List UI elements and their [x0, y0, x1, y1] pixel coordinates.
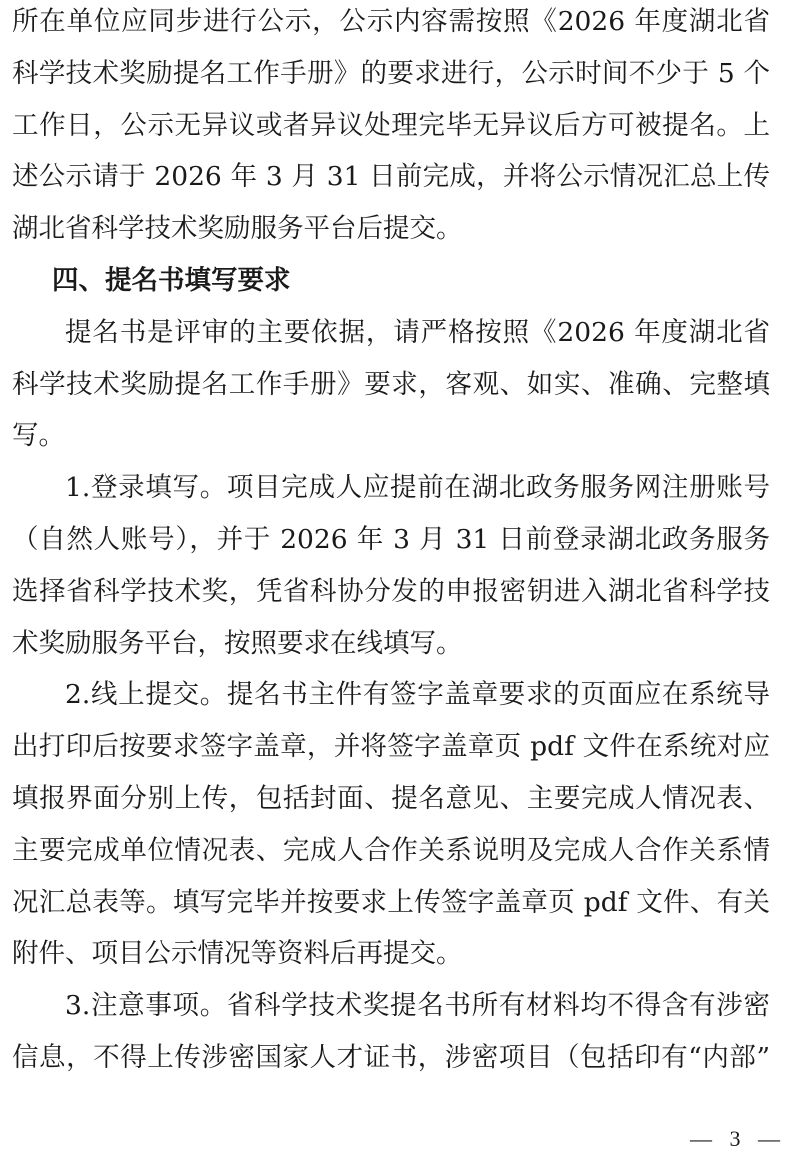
paragraph-line: 2.线上提交。提名书主件有签字盖章要求的页面应在系统导: [65, 679, 770, 711]
paragraph-line: 科学技术奖励提名工作手册》的要求进行，公示时间不少于 5 个: [12, 57, 770, 89]
paragraph-line: 工作日，公示无异议或者异议处理完毕无异议后方可被提名。上: [12, 109, 770, 141]
paragraph-line: 选择省科学技术奖，凭省科协分发的申报密钥进入湖北省科学技: [12, 575, 770, 607]
paragraph-line: 填报界面分别上传，包括封面、提名意见、主要完成人情况表、: [12, 782, 770, 814]
paragraph-line: 提名书是评审的主要依据，请严格按照《2026 年度湖北省: [65, 316, 770, 348]
paragraph-line: （自然人账号），并于 2026 年 3 月 31 日前登录湖北政务服务: [12, 523, 770, 555]
paragraph-line: 术奖励服务平台，按照要求在线填写。: [12, 627, 463, 659]
document-body: [12, 0, 770, 1084]
paragraph-line: 信息，不得上传涉密国家人才证书，涉密项目（包括印有“内部”: [12, 1041, 770, 1073]
paragraph-line: 写。: [12, 420, 65, 452]
paragraph-line: 况汇总表等。填写完毕并按要求上传签字盖章页 pdf 文件、有关: [12, 886, 770, 918]
paragraph-line: 出打印后按要求签字盖章，并将签字盖章页 pdf 文件在系统对应: [12, 731, 770, 763]
paragraph-line: 科学技术奖励提名工作手册》要求，客观、如实、准确、完整填: [12, 368, 770, 400]
paragraph-line: 湖北省科学技术奖励服务平台后提交。: [12, 213, 463, 245]
paragraph-line: 所在单位应同步进行公示，公示内容需按照《2026 年度湖北省: [12, 6, 770, 37]
paragraph-line: 附件、项目公示情况等资料后再提交。: [12, 938, 463, 970]
section-heading: 四、提名书填写要求: [52, 264, 291, 296]
paragraph-line: 1.登录填写。项目完成人应提前在湖北政务服务网注册账号: [65, 472, 770, 504]
page-number: — 3 —: [690, 1126, 786, 1151]
paragraph-line: 3.注意事项。省科学技术奖提名书所有材料均不得含有涉密: [65, 990, 770, 1022]
paragraph-line: 述公示请于 2026 年 3 月 31 日前完成，并将公示情况汇总上传: [12, 161, 770, 193]
paragraph-line: 主要完成单位情况表、完成人合作关系说明及完成人合作关系情: [12, 834, 770, 866]
